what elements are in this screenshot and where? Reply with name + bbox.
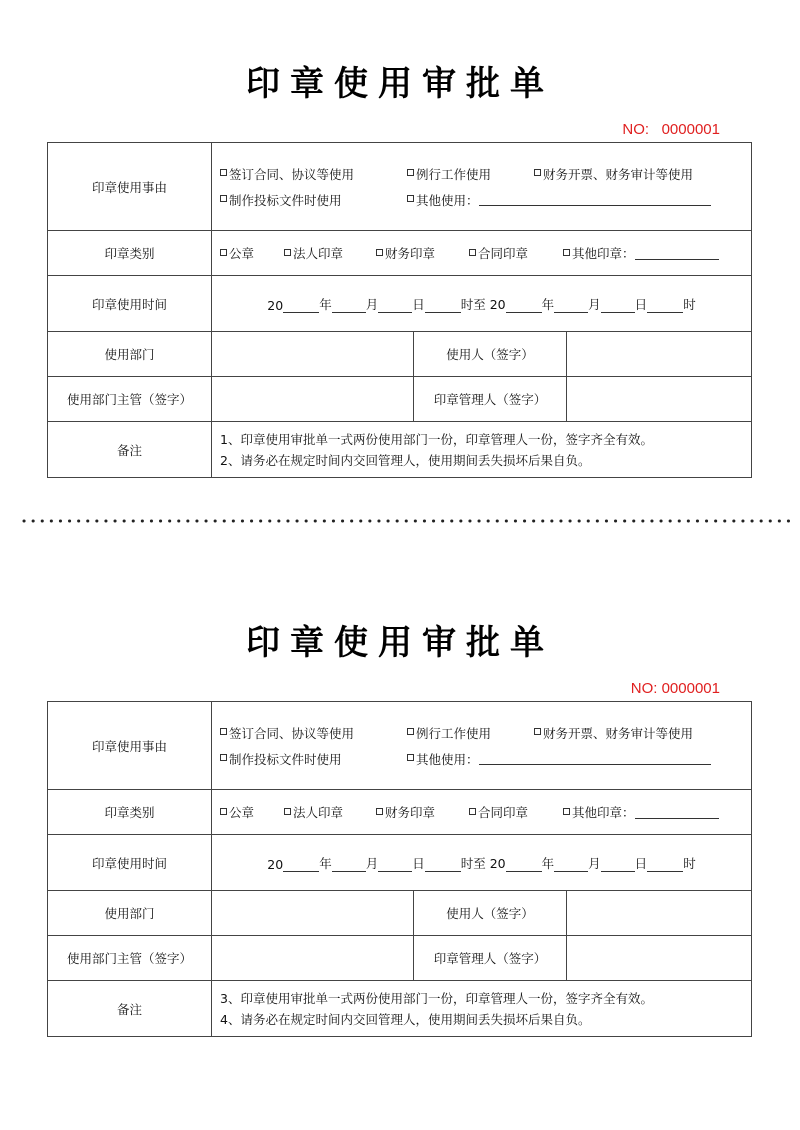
- end-month-blank[interactable]: [554, 859, 588, 872]
- other-seal-blank[interactable]: [635, 806, 719, 819]
- cut-line-separator: [22, 517, 792, 525]
- type-option[interactable]: 法人印章: [284, 244, 376, 262]
- admin-signature-field[interactable]: [567, 936, 752, 981]
- time-range: 20 年 月 日 时至 20 年 月 日 时: [212, 835, 752, 891]
- end-hour-blank[interactable]: [647, 300, 683, 313]
- admin-label: 印章管理人（签字）: [414, 377, 567, 422]
- checkbox-icon[interactable]: [284, 249, 291, 256]
- form-number: [631, 680, 720, 697]
- checkbox-icon[interactable]: [469, 249, 476, 256]
- checkbox-icon[interactable]: [376, 808, 383, 815]
- type-option[interactable]: 其他印章：: [563, 244, 635, 262]
- checkbox-icon[interactable]: [534, 728, 541, 735]
- start-year-blank[interactable]: [283, 300, 319, 313]
- checkbox-icon[interactable]: [407, 195, 414, 202]
- approval-table: [47, 701, 752, 1037]
- note-line: 3、印章使用审批单一式两份使用部门一份，印章管理人一份，签字齐全有效。: [220, 990, 653, 1006]
- start-day-blank[interactable]: [378, 300, 412, 313]
- reason-option[interactable]: 签订合同、协议等使用: [220, 165, 407, 183]
- checkbox-icon[interactable]: [534, 169, 541, 176]
- manager-signature-field[interactable]: [212, 377, 414, 422]
- time-label: 印章使用时间: [48, 276, 212, 332]
- reason-option[interactable]: 财务开票、财务审计等使用: [534, 165, 693, 183]
- number-value: 0000001: [661, 680, 720, 697]
- admin-label: 印章管理人（签字）: [414, 936, 567, 981]
- form-title: 印章使用审批单: [246, 64, 554, 104]
- manager-signature-field[interactable]: [212, 936, 414, 981]
- start-hour-blank[interactable]: [425, 859, 461, 872]
- checkbox-icon[interactable]: [220, 808, 227, 815]
- checkbox-icon[interactable]: [220, 754, 227, 761]
- user-signature-field[interactable]: [567, 891, 752, 936]
- type-option[interactable]: 合同印章: [469, 803, 563, 821]
- number-label: NO:: [622, 121, 650, 138]
- type-options: [212, 790, 752, 835]
- time-range: 20 年 月 日 时至 20 年 月 日 时: [212, 276, 752, 332]
- other-use-blank[interactable]: [479, 193, 711, 206]
- reason-option[interactable]: 例行工作使用: [407, 165, 534, 183]
- dept-label: 使用部门: [48, 332, 212, 377]
- form-number: [622, 121, 720, 138]
- dept-field[interactable]: [212, 332, 414, 377]
- checkbox-icon[interactable]: [220, 195, 227, 202]
- reason-option[interactable]: 财务开票、财务审计等使用: [534, 724, 693, 742]
- dept-label: 使用部门: [48, 891, 212, 936]
- user-label: 使用人（签字）: [414, 332, 567, 377]
- end-day-blank[interactable]: [601, 300, 635, 313]
- type-options: [212, 231, 752, 276]
- end-year-blank[interactable]: [506, 859, 542, 872]
- end-day-blank[interactable]: [601, 859, 635, 872]
- checkbox-icon[interactable]: [284, 808, 291, 815]
- type-option[interactable]: 公章: [220, 803, 284, 821]
- type-option[interactable]: 合同印章: [469, 244, 563, 262]
- note-line: 2、请务必在规定时间内交回管理人，使用期间丢失损坏后果自负。: [220, 452, 591, 468]
- checkbox-icon[interactable]: [407, 728, 414, 735]
- start-month-blank[interactable]: [332, 300, 366, 313]
- reason-label: 印章使用事由: [48, 702, 212, 790]
- type-option[interactable]: 财务印章: [376, 244, 469, 262]
- user-signature-field[interactable]: [567, 332, 752, 377]
- type-option[interactable]: 法人印章: [284, 803, 376, 821]
- type-label: 印章类别: [48, 790, 212, 835]
- reason-option[interactable]: 其他使用：: [407, 191, 479, 209]
- type-option[interactable]: 公章: [220, 244, 284, 262]
- start-hour-blank[interactable]: [425, 300, 461, 313]
- checkbox-icon[interactable]: [469, 808, 476, 815]
- end-year-blank[interactable]: [506, 300, 542, 313]
- reason-option[interactable]: 制作投标文件时使用: [220, 191, 407, 209]
- note-line: 4、请务必在规定时间内交回管理人，使用期间丢失损坏后果自负。: [220, 1011, 591, 1027]
- checkbox-icon[interactable]: [407, 754, 414, 761]
- type-option[interactable]: 其他印章：: [563, 803, 635, 821]
- reason-option[interactable]: 其他使用：: [407, 750, 479, 768]
- number-value: 0000001: [661, 121, 720, 138]
- time-label: 印章使用时间: [48, 835, 212, 891]
- notes-label: 备注: [48, 981, 212, 1037]
- checkbox-icon[interactable]: [376, 249, 383, 256]
- admin-signature-field[interactable]: [567, 377, 752, 422]
- note-line: 1、印章使用审批单一式两份使用部门一份，印章管理人一份，签字齐全有效。: [220, 431, 653, 447]
- user-label: 使用人（签字）: [414, 891, 567, 936]
- approval-table: [47, 142, 752, 478]
- reason-option[interactable]: 签订合同、协议等使用: [220, 724, 407, 742]
- notes-label: 备注: [48, 422, 212, 478]
- reason-options: [212, 143, 752, 231]
- checkbox-icon[interactable]: [220, 249, 227, 256]
- other-seal-blank[interactable]: [635, 247, 719, 260]
- end-month-blank[interactable]: [554, 300, 588, 313]
- dept-field[interactable]: [212, 891, 414, 936]
- manager-label: 使用部门主管（签字）: [48, 936, 212, 981]
- checkbox-icon[interactable]: [563, 808, 570, 815]
- notes: [212, 981, 752, 1037]
- notes: [212, 422, 752, 478]
- type-label: 印章类别: [48, 231, 212, 276]
- manager-label: 使用部门主管（签字）: [48, 377, 212, 422]
- number-label: NO:: [630, 680, 658, 697]
- form-title: 印章使用审批单: [246, 623, 554, 663]
- checkbox-icon[interactable]: [220, 728, 227, 735]
- start-year-blank[interactable]: [283, 859, 319, 872]
- start-month-blank[interactable]: [332, 859, 366, 872]
- reason-option[interactable]: 例行工作使用: [407, 724, 534, 742]
- start-day-blank[interactable]: [378, 859, 412, 872]
- checkbox-icon[interactable]: [220, 169, 227, 176]
- other-use-blank[interactable]: [479, 752, 711, 765]
- reason-option[interactable]: 制作投标文件时使用: [220, 750, 407, 768]
- reason-label: 印章使用事由: [48, 143, 212, 231]
- checkbox-icon[interactable]: [563, 249, 570, 256]
- end-hour-blank[interactable]: [647, 859, 683, 872]
- checkbox-icon[interactable]: [407, 169, 414, 176]
- reason-options: [212, 702, 752, 790]
- type-option[interactable]: 财务印章: [376, 803, 469, 821]
